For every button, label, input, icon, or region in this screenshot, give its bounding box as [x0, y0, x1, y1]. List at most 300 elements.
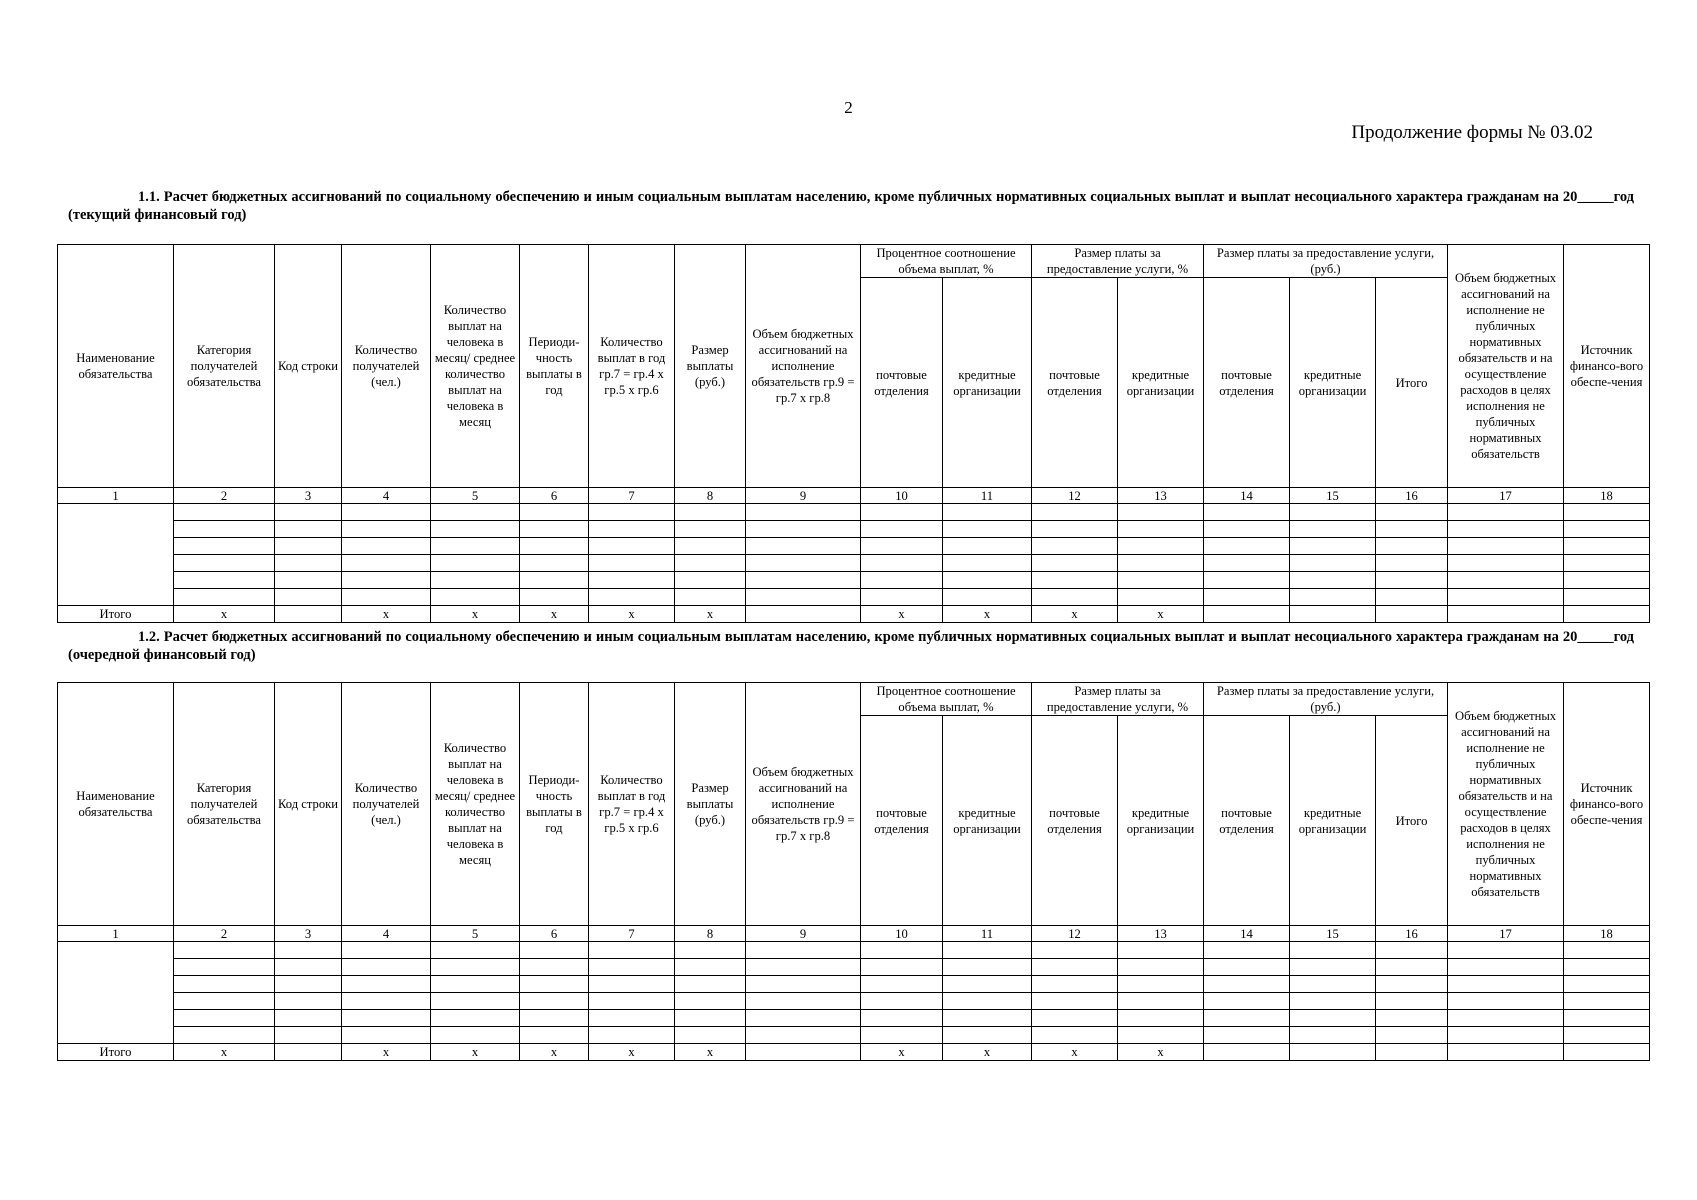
table-cell — [943, 959, 1032, 976]
table-cell — [342, 572, 431, 589]
table-cell — [1032, 555, 1118, 572]
table-cell — [589, 976, 675, 993]
table-cell — [1118, 538, 1204, 555]
obligation-name-cell — [58, 942, 174, 1044]
table-cell — [675, 572, 746, 589]
table-cell — [1448, 993, 1564, 1010]
table-cell — [1118, 942, 1204, 959]
table-cell — [1204, 942, 1290, 959]
table-cell — [275, 538, 342, 555]
table-cell — [1204, 606, 1290, 623]
table-cell — [1376, 993, 1448, 1010]
sub-column-header: почтовые отделения — [1032, 278, 1118, 488]
table-cell — [1448, 504, 1564, 521]
x-mark: x — [943, 1044, 1032, 1061]
table-cell — [275, 993, 342, 1010]
table-cell — [1564, 606, 1650, 623]
table-cell — [943, 1010, 1032, 1027]
column-number: 3 — [275, 926, 342, 942]
group-header-percent: Процентное соотношение объема выплат, % — [861, 683, 1032, 716]
budget-table — [57, 244, 1650, 623]
x-mark: x — [861, 1044, 943, 1061]
table-cell — [675, 1027, 746, 1044]
column-number: 18 — [1564, 488, 1650, 504]
table-cell — [275, 606, 342, 623]
table-cell — [746, 959, 861, 976]
sub-column-header: кредитные организации — [943, 716, 1032, 926]
table-cell — [675, 942, 746, 959]
x-mark: x — [174, 606, 275, 623]
table-cell — [1032, 993, 1118, 1010]
table-cell — [675, 589, 746, 606]
column-number: 9 — [746, 488, 861, 504]
x-mark: x — [1118, 1044, 1204, 1061]
table-cell — [943, 572, 1032, 589]
table-cell — [275, 942, 342, 959]
sub-column-header: почтовые отделения — [1204, 278, 1290, 488]
table-cell — [1564, 538, 1650, 555]
table-cell — [589, 572, 675, 589]
table-cell — [275, 504, 342, 521]
table-cell — [520, 993, 589, 1010]
table-cell — [746, 538, 861, 555]
column-header: Количество получателей (чел.) — [342, 683, 431, 926]
x-mark: x — [589, 1044, 675, 1061]
column-number: 13 — [1118, 926, 1204, 942]
column-number: 17 — [1448, 926, 1564, 942]
group-header-fee-percent: Размер платы за предоставление услуги, % — [1032, 683, 1204, 716]
table-cell — [746, 504, 861, 521]
total-label: Итого — [58, 1044, 174, 1061]
column-number: 17 — [1448, 488, 1564, 504]
table-cell — [675, 538, 746, 555]
table-row — [58, 589, 1650, 606]
column-header: Объем бюджетных ассигнований на исполнение не публичных нормативных обязательств и на осуществление расходов в целях исполнения не публичных нормативных обязательств — [1448, 245, 1564, 488]
column-number: 15 — [1290, 926, 1376, 942]
table-cell — [174, 1027, 275, 1044]
table-cell — [675, 976, 746, 993]
table-cell — [1118, 993, 1204, 1010]
table-cell — [520, 555, 589, 572]
table-cell — [1032, 1010, 1118, 1027]
table-cell — [1564, 976, 1650, 993]
table-row — [58, 993, 1650, 1010]
table-cell — [746, 942, 861, 959]
table-cell — [943, 976, 1032, 993]
table-cell — [174, 538, 275, 555]
column-header: Количество выплат в год гр.7 = гр.4 х гр.5 х гр.6 — [589, 245, 675, 488]
table-cell — [1564, 555, 1650, 572]
table-cell — [1564, 572, 1650, 589]
table-cell — [746, 1010, 861, 1027]
table-cell — [861, 1027, 943, 1044]
column-header: Периоди-чность выплаты в год — [520, 683, 589, 926]
table-cell — [431, 1010, 520, 1027]
table-cell — [1376, 1027, 1448, 1044]
table-cell — [342, 959, 431, 976]
column-header: Количество выплат на человека в месяц/ среднее количество выплат на человека в месяц — [431, 245, 520, 488]
table-cell — [431, 538, 520, 555]
table-row — [58, 538, 1650, 555]
table-cell — [943, 589, 1032, 606]
table-cell — [1290, 504, 1376, 521]
column-number: 10 — [861, 926, 943, 942]
table-cell — [1564, 521, 1650, 538]
table-cell — [342, 521, 431, 538]
table-cell — [746, 1027, 861, 1044]
table-cell — [675, 993, 746, 1010]
table-cell — [861, 504, 943, 521]
table-cell — [275, 555, 342, 572]
table-cell — [174, 1010, 275, 1027]
column-number: 8 — [675, 926, 746, 942]
table-cell — [1564, 504, 1650, 521]
table-cell — [861, 589, 943, 606]
table-cell — [1204, 589, 1290, 606]
table-cell — [1376, 521, 1448, 538]
table-cell — [431, 976, 520, 993]
table-cell — [174, 521, 275, 538]
table-cell — [1204, 959, 1290, 976]
group-header-percent: Процентное соотношение объема выплат, % — [861, 245, 1032, 278]
table-cell — [1290, 993, 1376, 1010]
column-number: 16 — [1376, 926, 1448, 942]
table-cell — [1032, 538, 1118, 555]
table-cell — [174, 976, 275, 993]
sub-column-header: почтовые отделения — [861, 716, 943, 926]
table-cell — [1204, 1010, 1290, 1027]
column-number: 11 — [943, 488, 1032, 504]
column-number: 6 — [520, 926, 589, 942]
table-cell — [861, 1010, 943, 1027]
table-cell — [1204, 572, 1290, 589]
table-cell — [861, 942, 943, 959]
column-header: Количество выплат на человека в месяц/ среднее количество выплат на человека в месяц — [431, 683, 520, 926]
column-header: Размер выплаты (руб.) — [675, 683, 746, 926]
column-header: Количество выплат в год гр.7 = гр.4 х гр.5 х гр.6 — [589, 683, 675, 926]
table-cell — [342, 993, 431, 1010]
column-header: Категория получателей обязательства — [174, 245, 275, 488]
table-cell — [431, 959, 520, 976]
table-cell — [1204, 538, 1290, 555]
column-header: Размер выплаты (руб.) — [675, 245, 746, 488]
budget-table — [57, 682, 1650, 1061]
table-cell — [342, 555, 431, 572]
table-cell — [746, 993, 861, 1010]
table-cell — [342, 538, 431, 555]
table-cell — [1448, 521, 1564, 538]
table-cell — [1448, 538, 1564, 555]
table-cell — [1290, 538, 1376, 555]
table-cell — [431, 504, 520, 521]
table-cell — [1376, 589, 1448, 606]
x-mark: x — [174, 1044, 275, 1061]
table-cell — [1376, 572, 1448, 589]
table-cell — [589, 1027, 675, 1044]
table-cell — [746, 589, 861, 606]
table-cell — [342, 1010, 431, 1027]
table-cell — [1118, 1027, 1204, 1044]
table-cell — [275, 1027, 342, 1044]
sub-column-header: кредитные организации — [1290, 716, 1376, 926]
table-cell — [275, 521, 342, 538]
column-header: Объем бюджетных ассигнований на исполнение обязательств гр.9 = гр.7 х гр.8 — [746, 245, 861, 488]
sub-column-header: кредитные организации — [1118, 278, 1204, 488]
column-number: 2 — [174, 926, 275, 942]
table-cell — [520, 521, 589, 538]
table-cell — [589, 538, 675, 555]
group-header-fee-rub: Размер платы за предоставление услуги, (руб.) — [1204, 245, 1448, 278]
table-cell — [589, 504, 675, 521]
table-cell — [1204, 993, 1290, 1010]
table-cell — [1290, 572, 1376, 589]
group-header-fee-rub: Размер платы за предоставление услуги, (руб.) — [1204, 683, 1448, 716]
x-mark: x — [675, 1044, 746, 1061]
sub-column-header: Итого — [1376, 716, 1448, 926]
table-cell — [1448, 606, 1564, 623]
table-cell — [174, 555, 275, 572]
table-cell — [589, 521, 675, 538]
table-row — [58, 942, 1650, 959]
table-cell — [1290, 589, 1376, 606]
column-number: 6 — [520, 488, 589, 504]
table-cell — [431, 1027, 520, 1044]
table-cell — [1118, 589, 1204, 606]
table-cell — [746, 555, 861, 572]
table-cell — [1204, 504, 1290, 521]
column-number: 11 — [943, 926, 1032, 942]
table-cell — [861, 521, 943, 538]
table-cell — [1032, 976, 1118, 993]
sub-column-header: кредитные организации — [1290, 278, 1376, 488]
table-cell — [1118, 1010, 1204, 1027]
table-row — [58, 504, 1650, 521]
table-cell — [1564, 1027, 1650, 1044]
table-cell — [174, 993, 275, 1010]
table-cell — [861, 555, 943, 572]
column-number: 7 — [589, 488, 675, 504]
table-cell — [1290, 555, 1376, 572]
table-cell — [1118, 572, 1204, 589]
table-cell — [1376, 538, 1448, 555]
table-cell — [746, 521, 861, 538]
table-cell — [746, 1044, 861, 1061]
table-cell — [861, 976, 943, 993]
table-cell — [1032, 589, 1118, 606]
column-header: Источник финансо-вого обеспе-чения — [1564, 245, 1650, 488]
table-cell — [174, 942, 275, 959]
column-header: Категория получателей обязательства — [174, 683, 275, 926]
column-number: 5 — [431, 488, 520, 504]
table-cell — [1204, 521, 1290, 538]
x-mark: x — [431, 1044, 520, 1061]
table-cell — [746, 976, 861, 993]
table-cell — [520, 538, 589, 555]
x-mark: x — [342, 606, 431, 623]
table-cell — [342, 942, 431, 959]
sub-column-header: почтовые отделения — [1204, 716, 1290, 926]
table-cell — [520, 589, 589, 606]
table-cell — [746, 606, 861, 623]
table-cell — [174, 959, 275, 976]
x-mark: x — [1032, 606, 1118, 623]
table-cell — [675, 555, 746, 572]
x-mark: x — [342, 1044, 431, 1061]
table-cell — [342, 1027, 431, 1044]
column-header: Периоди-чность выплаты в год — [520, 245, 589, 488]
sub-column-header: кредитные организации — [943, 278, 1032, 488]
column-number: 10 — [861, 488, 943, 504]
column-number: 8 — [675, 488, 746, 504]
table-cell — [275, 1010, 342, 1027]
sub-column-header: Итого — [1376, 278, 1448, 488]
column-number: 7 — [589, 926, 675, 942]
column-number: 1 — [58, 488, 174, 504]
table-cell — [1290, 1010, 1376, 1027]
total-row — [58, 606, 1650, 623]
table-cell — [1032, 504, 1118, 521]
table-cell — [589, 555, 675, 572]
column-header: Наименование обязательства — [58, 245, 174, 488]
column-number: 14 — [1204, 488, 1290, 504]
x-mark: x — [861, 606, 943, 623]
table-cell — [342, 589, 431, 606]
section-heading-1-2: 1.2. Расчет бюджетных ассигнований по социальному обеспечению и иным социальным выплатам населению, кроме публичных нормативных социальных выплат и выплат несоциального характера гражданам на 20_____год (очередной финансовый год) — [68, 629, 1634, 663]
table-cell — [1376, 1010, 1448, 1027]
column-header: Наименование обязательства — [58, 683, 174, 926]
table-row — [58, 572, 1650, 589]
table-cell — [1448, 572, 1564, 589]
table-cell — [1376, 942, 1448, 959]
section-heading-1-1: 1.1. Расчет бюджетных ассигнований по социальному обеспечению и иным социальным выплатам населению, кроме публичных нормативных социальных выплат и выплат несоциального характера гражданам на 20_____год (текущий финансовый год) — [68, 189, 1634, 223]
table-cell — [589, 1010, 675, 1027]
column-number: 16 — [1376, 488, 1448, 504]
table-cell — [275, 572, 342, 589]
x-mark: x — [943, 606, 1032, 623]
table-cell — [520, 1027, 589, 1044]
table-cell — [275, 1044, 342, 1061]
table-cell — [1204, 1044, 1290, 1061]
table-cell — [1564, 942, 1650, 959]
table-cell — [520, 572, 589, 589]
page-number: 2 — [844, 98, 853, 117]
table-row — [58, 1027, 1650, 1044]
table-cell — [1032, 572, 1118, 589]
column-header: Количество получателей (чел.) — [342, 245, 431, 488]
table-cell — [1290, 606, 1376, 623]
table-cell — [1448, 942, 1564, 959]
table-cell — [520, 1010, 589, 1027]
column-number: 13 — [1118, 488, 1204, 504]
table-cell — [520, 976, 589, 993]
total-label: Итого — [58, 606, 174, 623]
table-cell — [1564, 589, 1650, 606]
table-cell — [431, 589, 520, 606]
table-cell — [1448, 959, 1564, 976]
x-mark: x — [520, 1044, 589, 1061]
column-number: 5 — [431, 926, 520, 942]
table-cell — [1448, 976, 1564, 993]
table-cell — [1448, 1044, 1564, 1061]
x-mark: x — [675, 606, 746, 623]
table-cell — [520, 504, 589, 521]
x-mark: x — [1118, 606, 1204, 623]
table-cell — [1564, 1044, 1650, 1061]
table-cell — [174, 504, 275, 521]
table-cell — [1118, 959, 1204, 976]
table-cell — [1376, 606, 1448, 623]
table-cell — [1376, 504, 1448, 521]
table-cell — [1290, 959, 1376, 976]
table-cell — [275, 959, 342, 976]
column-header: Объем бюджетных ассигнований на исполнение не публичных нормативных обязательств и на осуществление расходов в целях исполнения не публичных нормативных обязательств — [1448, 683, 1564, 926]
table-cell — [174, 589, 275, 606]
table-cell — [431, 942, 520, 959]
table-cell — [861, 538, 943, 555]
table-cell — [1448, 1027, 1564, 1044]
table-cell — [1032, 942, 1118, 959]
column-number: 15 — [1290, 488, 1376, 504]
table-cell — [861, 572, 943, 589]
column-header: Источник финансо-вого обеспе-чения — [1564, 683, 1650, 926]
table-cell — [861, 993, 943, 1010]
table-cell — [1448, 1010, 1564, 1027]
table-cell — [675, 504, 746, 521]
table-cell — [1032, 959, 1118, 976]
sub-column-header: почтовые отделения — [861, 278, 943, 488]
column-number: 3 — [275, 488, 342, 504]
table-cell — [1118, 976, 1204, 993]
table-row — [58, 521, 1650, 538]
column-number: 14 — [1204, 926, 1290, 942]
table-cell — [1204, 976, 1290, 993]
table-cell — [943, 1027, 1032, 1044]
column-number: 9 — [746, 926, 861, 942]
table-cell — [943, 504, 1032, 521]
table-cell — [1118, 504, 1204, 521]
x-mark: x — [1032, 1044, 1118, 1061]
table-cell — [431, 555, 520, 572]
table-cell — [746, 572, 861, 589]
x-mark: x — [589, 606, 675, 623]
table-cell — [1290, 1044, 1376, 1061]
table-cell — [1448, 589, 1564, 606]
column-number: 12 — [1032, 488, 1118, 504]
table-row — [58, 1010, 1650, 1027]
table-cell — [520, 959, 589, 976]
table-cell — [1118, 521, 1204, 538]
table-cell — [943, 555, 1032, 572]
table-cell — [275, 589, 342, 606]
table-cell — [1118, 555, 1204, 572]
table-cell — [589, 993, 675, 1010]
table-cell — [431, 993, 520, 1010]
table-cell — [675, 1010, 746, 1027]
table-cell — [1204, 1027, 1290, 1044]
table-cell — [943, 942, 1032, 959]
form-continuation-label: Продолжение формы № 03.02 — [1351, 122, 1593, 143]
table-cell — [342, 976, 431, 993]
group-header-fee-percent: Размер платы за предоставление услуги, % — [1032, 245, 1204, 278]
table-cell — [943, 993, 1032, 1010]
table-cell — [1564, 959, 1650, 976]
table-cell — [431, 572, 520, 589]
column-header: Код строки — [275, 683, 342, 926]
table-row — [58, 555, 1650, 572]
table-row — [58, 959, 1650, 976]
table-cell — [1204, 555, 1290, 572]
sub-column-header: почтовые отделения — [1032, 716, 1118, 926]
